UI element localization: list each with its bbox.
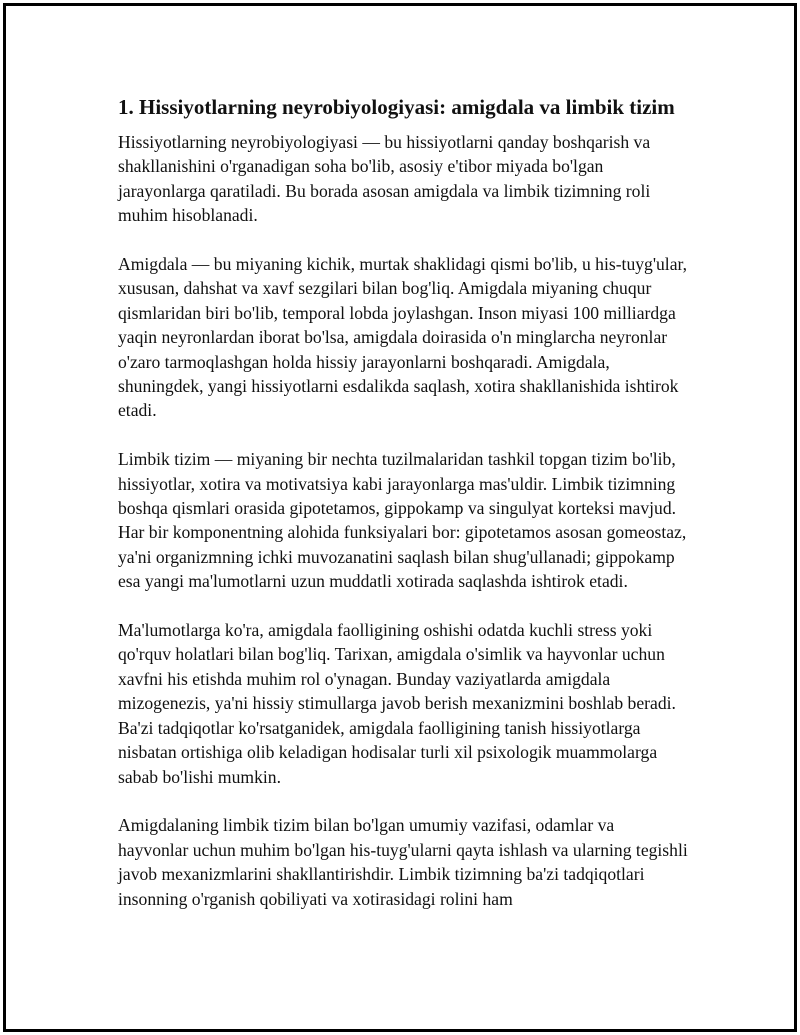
document-body [118,93,688,935]
paragraph-intro: Hissiyotlarning neyrobiyologiyasi — bu hissiyotlarni qanday boshqarish va shakllanishini o'rganadigan soha bo'lib, asosiy e'tibor miyada bo'lgan jarayonlarga qaratiladi. Bu borada asosan amigdala va limbik tizimning roli muhim hisoblanadi. [118,132,651,226]
section-heading: 1. Hissiyotlarning neyrobiyologiyasi: amigdala va limbik tizim [118,95,675,119]
paragraph-common-function: Amigdalaning limbik tizim bilan bo'lgan umumiy vazifasi, odamlar va hayvonlar uchun muhim bo'lgan his-tuyg'ularni qayta ishlash va ularning tegishli javob mexanizmlarini shakllantirishdir. Limbik tizimning ba'zi tadqiqotlari insonning o'rganish qobiliyati va xotirasidagi rolini ham [118,815,688,909]
paragraph-amygdala: Amigdala — bu miyaning kichik, murtak shaklidagi qismi bo'lib, u his-tuyg'ular, xususan, dahshat va xavf sezgilari bilan bog'liq. Amigdala miyaning chuqur qismlaridan biri bo'lib, temporal lobda joylashgan. Inson miyasi 100 milliardga yaqin neyronlardan iborat bo'lsa, amigdala doirasida o'n minglarcha neyronlar o'zaro tarmoqlashgan holda hissiy jarayonlarni boshqaradi. Amigdala, shuningdek, yangi hissiyotlarni esdalikda saqlash, xotira shakllanishida ishtirok etadi. [118,254,688,421]
paragraph-limbic-system: Limbik tizim — miyaning bir nechta tuzilmalaridan tashkil topgan tizim bo'lib, hissiyotlar, xotira va motivatsiya kabi jarayonlarga mas'uldir. Limbik tizimning boshqa qismlari orasida gipotetamos, gippokamp va singulyat korteksi mavjud. Har bir komponentning alohida funksiyalari bor: gipotetamos asosan gomeostaz, ya'ni organizmning ichki muvozanatini saqlash bilan shug'ullanadi; gippokamp esa yangi ma'lumotlarni uzun muddatli xotirada saqlashda ishtirok etadi. [118,449,687,592]
paragraph-amygdala-activity: Ma'lumotlarga ko'ra, amigdala faolligining oshishi odatda kuchli stress yoki qo'rquv holatlari bilan bog'liq. Tarixan, amigdala o'simlik va hayvonlar uchun xavfni his etishda muhim rol o'ynagan. Bunday vaziyatlarda amigdala mizogenezis, ya'ni hissiy stimullarga javob berish mexanizmini boshlab beradi. Ba'zi tadqiqotlar ko'rsatganidek, amigdala faolligining tanish hissiyotlarga nisbatan ortishiga olib keladigan hodisalar turli xil psixologik muammolarga sabab bo'lishi mumkin. [118,620,676,787]
